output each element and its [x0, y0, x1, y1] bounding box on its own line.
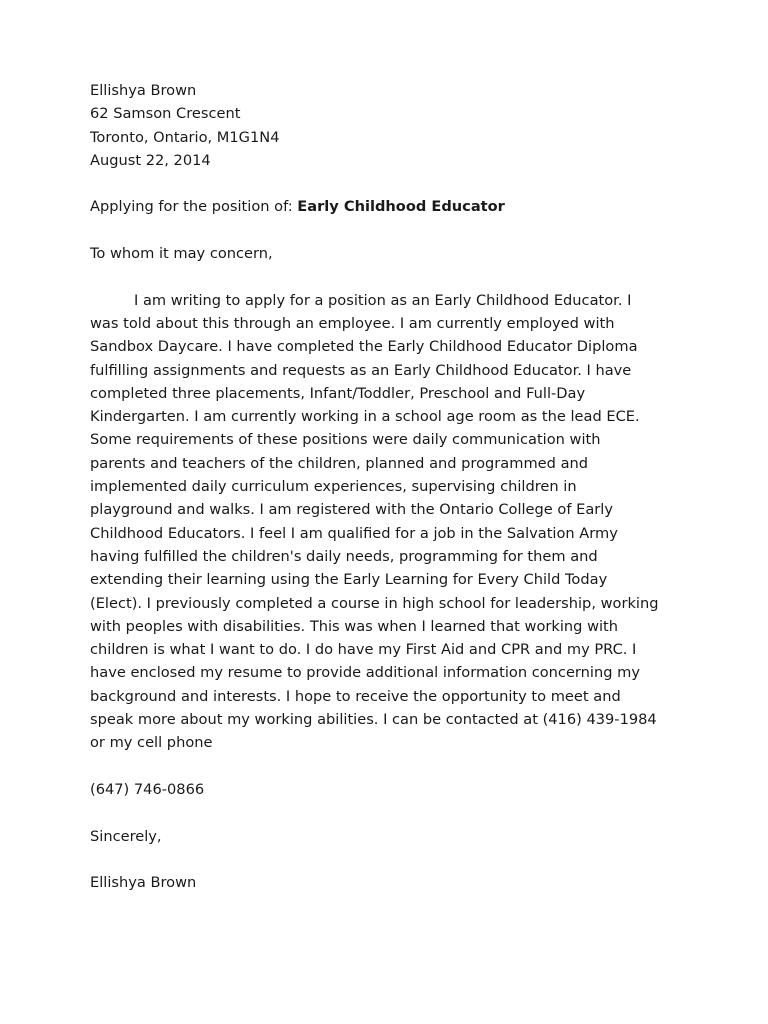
spacer	[90, 265, 690, 288]
spacer	[90, 219, 690, 242]
body-line: Some requirements of these positions were daily communication with	[90, 431, 601, 449]
body-line: parents and teachers of the children, planned and programmed and	[90, 454, 589, 472]
sender-city: Toronto, Ontario, M1G1N4	[90, 128, 280, 146]
sender-street: 62 Samson Crescent	[90, 105, 241, 123]
sender-name: Ellishya Brown	[90, 82, 197, 99]
position-line	[90, 195, 690, 218]
body-line: Sandbox Daycare. I have completed the Early Childhood Educator Diploma	[90, 338, 638, 356]
body-line: children is what I want to do. I do have my First Aid and CPR and my PRC. I	[90, 641, 637, 659]
cell-phone-number: (647) 746-0866	[90, 780, 205, 798]
body-line: extending their learning using the Early Learning for Every Child Today	[90, 571, 608, 589]
spacer	[90, 801, 690, 824]
body-line: Childhood Educators. I feel I am qualified for a job in the Salvation Army	[90, 524, 618, 542]
salutation: To whom it may concern,	[90, 245, 273, 263]
body-line: playground and walks. I am registered with the Ontario College of Early	[90, 501, 613, 519]
cover-letter	[90, 79, 690, 894]
body-line: having fulfilled the children's daily needs, programming for them and	[90, 547, 598, 565]
body-line: or my cell phone	[90, 734, 213, 752]
body-line: have enclosed my resume to provide additional information concerning my	[90, 664, 640, 682]
body-line: with peoples with disabilities. This was when I learned that working with	[90, 617, 619, 635]
position-title: Early Childhood Educator	[297, 198, 505, 216]
letter-date: August 22, 2014	[90, 151, 211, 169]
closing: Sincerely,	[90, 827, 162, 845]
body-line: completed three placements, Infant/Toddler, Preschool and Full-Day	[90, 384, 586, 402]
body-line: implemented daily curriculum experiences, supervising children in	[90, 478, 577, 496]
body-paragraph	[90, 289, 690, 755]
body-line: (Elect). I previously completed a course in high school for leadership, working	[90, 594, 659, 612]
body-line: Kindergarten. I am currently working in a school age room as the lead ECE.	[90, 408, 640, 426]
body-line: background and interests. I hope to receive the opportunity to meet and	[90, 687, 621, 705]
spacer	[90, 848, 690, 871]
body-line: speak more about my working abilities. I can be contacted at (416) 439-1984	[90, 711, 657, 729]
signature: Ellishya Brown	[90, 874, 197, 892]
spacer	[90, 172, 690, 195]
body-line: fulfilling assignments and requests as an Early Childhood Educator. I have	[90, 361, 632, 379]
body-line: I am writing to apply for a position as an Early Childhood Educator. I	[134, 291, 632, 309]
body-line: was told about this through an employee. I am currently employed with	[90, 314, 615, 332]
position-prefix: Applying for the position of:	[90, 198, 298, 216]
spacer	[90, 755, 690, 778]
